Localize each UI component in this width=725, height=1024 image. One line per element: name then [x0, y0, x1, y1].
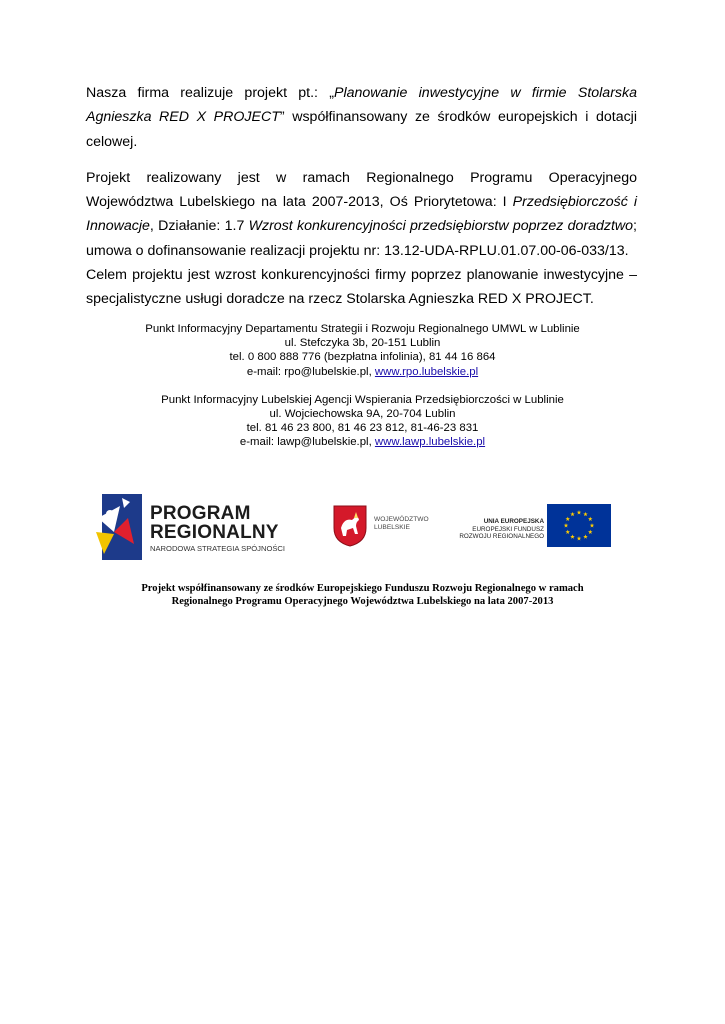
- logo-bar: [94, 488, 634, 568]
- contact-section: [86, 322, 639, 450]
- eu-flag-icon: [547, 504, 611, 547]
- program-line1: PROGRAM: [150, 503, 251, 524]
- text: , Działanie: 1.7: [149, 218, 249, 235]
- paragraph-program: [86, 166, 637, 263]
- cofinancing-note: [86, 583, 639, 608]
- contact-phone: tel. 81 46 23 800, 81 46 23 812, 81-46-23 831: [246, 422, 479, 435]
- contact-block-umwl: [86, 322, 639, 379]
- contact-name: Punkt Informacyjny Lubelskiej Agencji Wspierania Przedsiębiorczości w Lublinie: [161, 393, 564, 406]
- paragraph-intro: [86, 81, 637, 154]
- contact-website-link[interactable]: www.rpo.lubelskie.pl: [374, 365, 479, 378]
- contact-block-lawp: [86, 393, 639, 450]
- text: ; umowa o dofinansowanie realizacji projektu nr: 13.12-UDA-RPLU.01.07.00-06-033/13.: [86, 218, 637, 259]
- ue-line2: EUROPEJSKI FUNDUSZ: [472, 525, 544, 533]
- contact-phone: tel. 0 800 888 776 (bezpłatna infolinia), 81 44 16 864: [229, 351, 496, 364]
- program-regionalny-logo: [94, 488, 306, 566]
- program-regionalny-emblem-icon: [94, 488, 146, 564]
- program-subtitle: NARODOWA STRATEGIA SPÓJNOŚCI: [150, 544, 286, 553]
- contact-name: Punkt Informacyjny Departamentu Strategii i Rozwoju Regionalnego UMWL w Lublinie: [145, 323, 580, 335]
- text: ” współfinansowany ze środków europejskich i dotacji celowej.: [86, 109, 637, 150]
- contact-email-line: [86, 435, 639, 449]
- text: Projekt realizowany jest w ramach Regionalnego Programu Operacyjnego Województwa Lubelskiego na lata 2007-2013, Oś Priorytetowa: I: [86, 169, 637, 211]
- priority-axis: Przedsiębiorczość i Innowacje: [86, 194, 637, 235]
- program-line2: REGIONALNY: [150, 522, 279, 543]
- wojewodztwo-lubelskie-logo: [332, 504, 437, 549]
- action-title: Wzrost konkurencyjności przedsiębiorstw poprzez doradztwo: [248, 218, 634, 235]
- contact-address: ul. Stefczyka 3b, 20-151 Lublin: [284, 337, 441, 350]
- text: Nasza firma realizuje projekt pt.: „: [86, 85, 335, 101]
- footer-line2: Regionalnego Programu Operacyjnego Województwa Lubelskiego na lata 2007-2013: [171, 595, 554, 607]
- contact-address: ul. Wojciechowska 9A, 20-704 Lublin: [269, 408, 456, 421]
- contact-email: e-mail: lawp@lubelskie.pl,: [239, 436, 375, 449]
- contact-email-line: [86, 365, 639, 379]
- paragraph-goal: Celem projektu jest wzrost konkurencyjności firmy poprzez planowanie inwestycyjne – specjalistyczne usługi doradcze na rzecz Stolarska Agnieszka RED X PROJECT.: [86, 267, 637, 308]
- ue-line3: ROZWOJU REGIONALNEGO: [459, 533, 544, 541]
- lubelskie-shield-icon: [332, 504, 368, 548]
- project-title: Planowanie inwestycyjne w firmie Stolarska Agnieszka RED X PROJECT: [86, 85, 637, 126]
- ue-text: [459, 518, 544, 541]
- ue-line1: UNIA EUROPEJSKA: [483, 518, 544, 525]
- contact-email: e-mail: rpo@lubelskie.pl,: [246, 365, 375, 378]
- footer-line1: Projekt współfinansowany ze środków Europejskiego Funduszu Rozwoju Regionalnego w ramach: [141, 583, 584, 594]
- contact-website-link[interactable]: www.lawp.lubelskie.pl: [374, 436, 486, 449]
- unia-europejska-logo: [454, 504, 614, 549]
- main-text: [86, 81, 637, 312]
- wojewodztwo-text: WOJEWÓDZTWO LUBELSKIE: [374, 516, 429, 531]
